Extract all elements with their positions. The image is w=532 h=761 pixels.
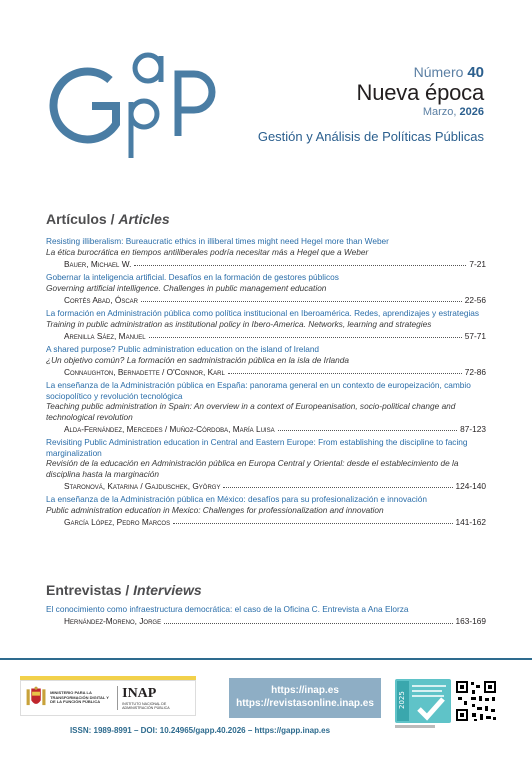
coat-of-arms-icon xyxy=(25,683,47,713)
quality-seal-icon xyxy=(395,679,451,729)
author-row xyxy=(46,515,486,527)
articles-heading-es: Artículos xyxy=(46,211,107,227)
seal-year: 2025 xyxy=(398,691,406,709)
article-pages: 22-56 xyxy=(464,294,486,305)
leader-dots xyxy=(164,623,452,624)
article-title[interactable]: La enseñanza de la Administración pública en España: panorama general en un contexto de europeización, cambio sociopolítico y revolución tecnológica xyxy=(46,380,471,401)
interviews-heading-sep: / xyxy=(121,582,134,598)
issue-number xyxy=(357,65,484,80)
gapp-logo-graphic xyxy=(44,46,220,168)
article-title-translation: La ética burocrática en tiempos antiliberales podría necesitar más a Hegel que a Weber xyxy=(46,246,369,257)
article-authors: Alda-Fernández, Mercedes / Muñoz-Córdoba, María Luisa xyxy=(64,423,275,434)
author-row xyxy=(46,422,486,434)
article-pages: 124-140 xyxy=(455,480,486,491)
article-pages: 57-71 xyxy=(464,330,486,341)
toc-entry xyxy=(46,494,486,527)
leader-dots xyxy=(134,265,466,266)
leader-dots xyxy=(223,487,452,488)
author-row xyxy=(46,329,486,341)
leader-dots xyxy=(278,430,458,431)
gapp-logo xyxy=(44,46,220,168)
toc-entry xyxy=(46,272,486,305)
toc-entry xyxy=(46,604,486,627)
interview-pages: 163-169 xyxy=(455,616,486,626)
articles-heading-en: Articles xyxy=(118,211,170,227)
interviews-heading-en: Interviews xyxy=(133,582,202,598)
interview-authors: Hernández-Moreno, Jorge xyxy=(64,616,162,626)
interview-title[interactable]: El conocimiento como infraestructura democrática: el caso de la Oficina C. Entrevista a Ana Elorza xyxy=(46,604,409,614)
footer-divider xyxy=(0,658,532,660)
inap-subtitle: INSTITUTO NACIONAL DE ADMINISTRACIÓN PÚBLICA xyxy=(122,702,170,710)
toc-entry xyxy=(46,380,486,434)
author-row xyxy=(46,257,486,269)
article-title-translation: Teaching public administration in Spain: An overview in a context of Europeanisation, socio-political change and technological revolution xyxy=(46,401,456,422)
article-authors: Cortés Abad, Óscar xyxy=(64,294,139,305)
articles-list xyxy=(46,236,486,530)
author-row xyxy=(46,293,486,305)
article-authors: García López, Pedro Marcos xyxy=(64,516,171,527)
article-title-translation: ¿Un objetivo común? La formación en sadministración pública en la isla de Irlanda xyxy=(46,354,350,365)
leader-dots xyxy=(149,337,462,338)
interviews-list xyxy=(46,604,486,630)
epoca-title: Nueva época xyxy=(356,80,484,105)
toc-entry xyxy=(46,236,486,269)
leader-dots xyxy=(141,301,462,302)
article-authors: Bauer, Michael W. xyxy=(64,258,132,269)
article-title[interactable]: Resisting illiberalism: Bureaucratic ethics in illiberal times might need Hegel more than Weber xyxy=(46,236,389,246)
article-title-translation: Public administration education in Mexico: Challenges for professionalization and innovation xyxy=(46,504,384,515)
article-title-translation: Governing artificial intelligence. Challenges in public management education xyxy=(46,282,327,293)
leader-dots xyxy=(173,523,452,524)
article-pages: 87-123 xyxy=(460,423,486,434)
interviews-heading-es: Entrevistas xyxy=(46,582,122,598)
article-pages: 141-162 xyxy=(455,516,486,527)
author-row xyxy=(46,615,486,627)
issue-info xyxy=(357,65,484,118)
ministry-name: MINISTERIO PARA LA TRANSFORMACIÓN DIGITAL Y DE LA FUNCIÓN PÚBLICA xyxy=(50,689,109,705)
numero-value: 40 xyxy=(467,64,484,81)
inap-logo xyxy=(117,686,195,710)
issue-year: 2026 xyxy=(459,106,484,118)
article-title[interactable]: A shared purpose? Public administration education on the island of Ireland xyxy=(46,344,320,354)
inap-name: INAP xyxy=(122,686,157,701)
toc-entry xyxy=(46,308,486,341)
articles-heading-sep: / xyxy=(106,211,119,227)
article-title[interactable]: La enseñanza de la Administración pública en México: desafíos para su profesionalización e innovación xyxy=(46,494,427,504)
url-box xyxy=(229,678,381,718)
author-row xyxy=(46,365,486,377)
article-title[interactable]: La formación en Administración pública como política institucional en Iberoamérica. Redes, aprendizajes y estrategias xyxy=(46,308,480,318)
article-authors: Connaughton, Bernadette / O'Connor, Karl xyxy=(64,366,225,377)
toc-entry xyxy=(46,344,486,377)
article-pages: 72-86 xyxy=(464,366,486,377)
article-title[interactable]: Gobernar la inteligencia artificial. Desafíos en la formación de gestores públicos xyxy=(46,272,339,282)
url-inap[interactable]: https://inap.es xyxy=(271,685,339,696)
numero-label: Número xyxy=(413,64,464,80)
articles-heading xyxy=(46,211,170,227)
issue-date xyxy=(357,107,484,118)
article-authors: Arenilla Sáez, Manuel xyxy=(64,330,146,341)
article-title-translation: Revisión de la educación en Administración pública en Europa Central y Oriental: desde el establecimiento de la disciplina hasta la marginación xyxy=(46,458,459,479)
article-title-translation: Training in public administration as institutional policy in Ibero-America. Networks, learning and strategies xyxy=(46,318,432,329)
toc-entry xyxy=(46,437,486,491)
interviews-heading xyxy=(46,582,202,598)
issue-month: Marzo, xyxy=(422,106,457,118)
leader-dots xyxy=(228,373,462,374)
journal-name: Gestión y Análisis de Políticas Públicas xyxy=(257,129,484,144)
issn-doi-line: ISSN: 1989-8991 – DOI: 10.24965/gapp.40.2026 – https://gapp.inap.es xyxy=(69,726,331,735)
article-authors: Staronová, Katarina / Gajduschek, György xyxy=(64,480,221,491)
ministry-logos xyxy=(20,680,196,716)
qr-code-icon[interactable] xyxy=(454,679,498,723)
author-row xyxy=(46,479,486,491)
article-pages: 7-21 xyxy=(469,258,486,269)
url-revistas[interactable]: https://revistasonline.inap.es xyxy=(236,698,374,709)
article-title[interactable]: Revisiting Public Administration education in Central and Eastern Europe: From establishing the discipline to facing marginalization xyxy=(46,437,468,458)
